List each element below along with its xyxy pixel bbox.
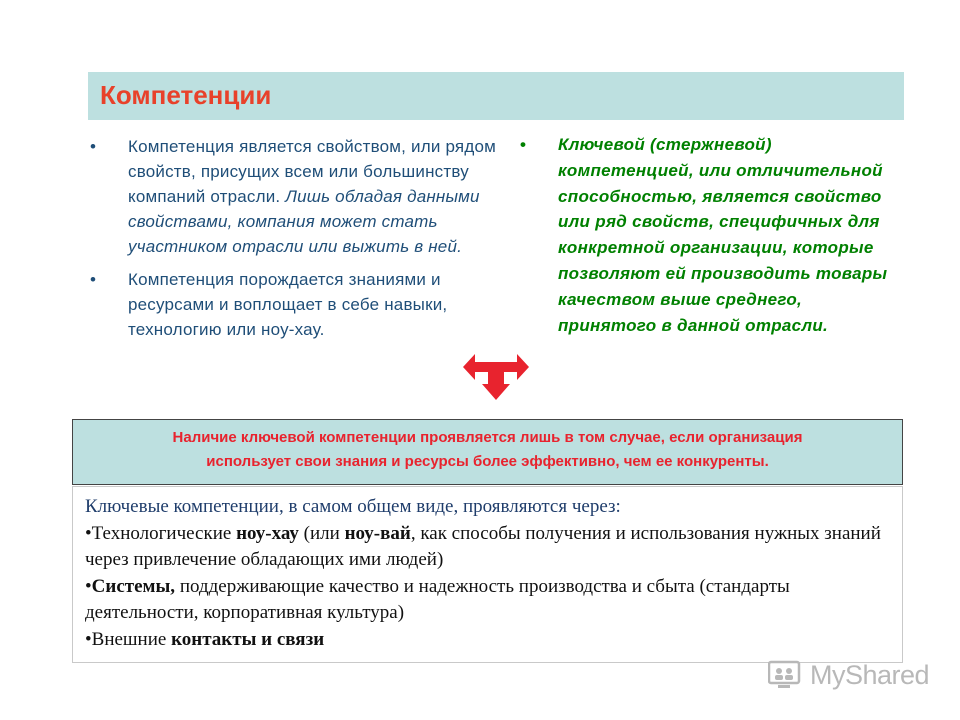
highlight-line-2: использует свои знания и ресурсы более эффективно, чем ее конкуренты. [206,453,769,470]
logo-text: MyShared [810,659,930,690]
arrow-shape [463,354,529,400]
box-item-2: •Системы, поддерживающие качество и надежность производства и сбыта (стандарты деятельности, корпоративная культура) [85,575,790,623]
left-bullet-1-italic: Лишь обладая данными свойствами, компания может стать участником отрасли или выжить в ней. [128,187,480,256]
myshared-logo [768,658,929,692]
bullet-marker: • [90,270,97,289]
highlight-line-1: Наличие ключевой компетенции проявляется лишь в том случае, если организация [172,429,803,446]
bullet-marker: • [85,575,92,597]
left-bullet-1 [88,134,528,259]
bidirectional-arrow-icon [463,350,529,400]
bullet-marker: • [90,137,97,156]
right-column [518,132,898,338]
box-heading: Ключевые компетенции, в самом общем виде, проявляются через: [85,496,621,517]
title-bar [88,72,904,120]
highlight-box [72,419,903,485]
bullet-marker: • [85,522,92,544]
box-item-3: •Внешние контакты и связи [85,628,325,650]
slide-title: Компетенции [100,80,272,110]
key-competencies-box [72,486,903,663]
bullet-marker: • [85,628,92,650]
monitor-people-icon [768,660,804,690]
right-text: Ключевой (стержневой) компетенцией, или отличительной способностью, является свойство или ряд свойств, специфичных для конкретной организации, которые позволяют ей производить товары качеством выше среднего, принятого в данной отрасли. [558,135,888,335]
left-bullet-2-text: Компетенция порождается знаниями и ресурсами и воплощает в себе навыки, технологию или ноу-хау. [128,270,448,339]
left-bullet-2 [88,267,528,342]
bullet-marker: • [520,135,527,154]
left-bullet-1-text: Компетенция является свойством, или рядом свойств, присущих всем или большинству компаний отрасли. [128,137,496,206]
box-item-1: •Технологические ноу-хау (или ноу-вай, как способы получения и использования нужных знаний через привлечение обладающих ими людей) [85,522,881,570]
left-column [88,134,528,350]
